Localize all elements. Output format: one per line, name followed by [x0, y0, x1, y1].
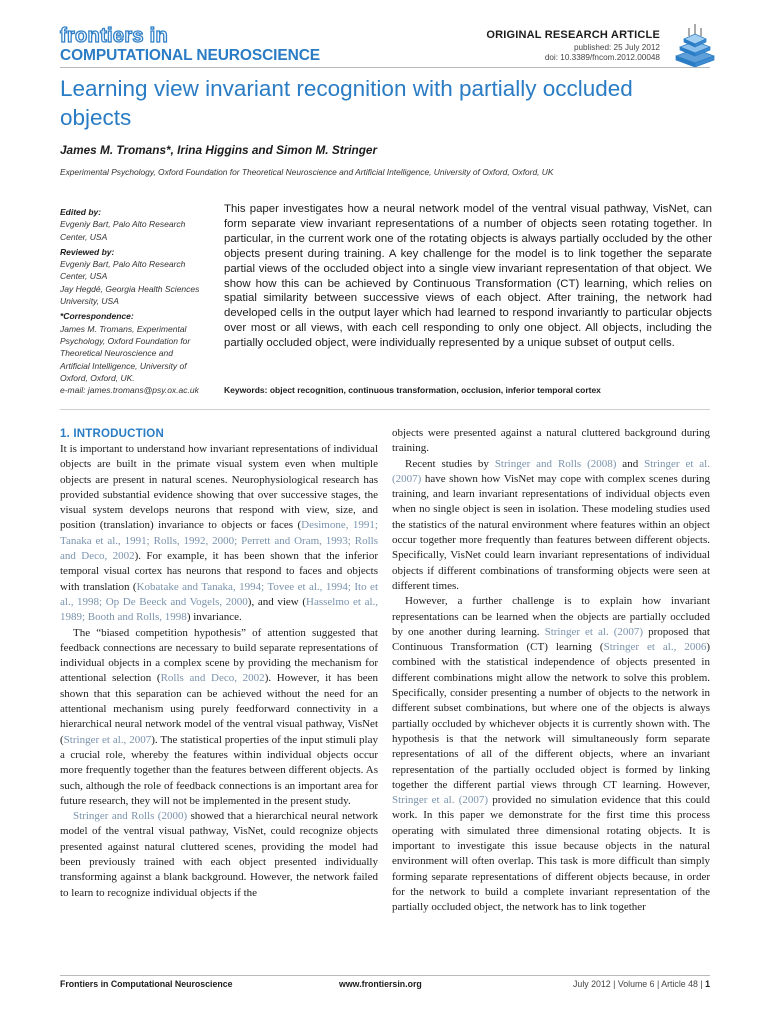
reviewer-line: Jay Hegdé, Georgia Health Sciences: [60, 283, 200, 294]
affiliation: Experimental Psychology, Oxford Foundation for Theoretical Neuroscience and Artificial Intelligence, University of Oxford, Oxford, UK: [60, 167, 554, 177]
page-number: 1: [705, 979, 710, 989]
keywords-label: Keywords:: [224, 385, 268, 395]
citation-link[interactable]: Hasselmo et al., 1989; Booth and Rolls, 1998: [60, 595, 379, 624]
footer-url[interactable]: www.frontiersin.org: [339, 979, 422, 989]
reviewed-by-label: Reviewed by:: [60, 246, 115, 257]
header-divider: [60, 67, 710, 68]
published-date: published: 25 July 2012: [573, 43, 660, 52]
correspondence-email[interactable]: e-mail: james.tromans@psy.ox.ac.uk: [60, 385, 199, 396]
correspondence-label: *Correspondence:: [60, 311, 134, 322]
text-run: proposed that Continuous Transformation (CT) learning (: [392, 625, 710, 654]
editor-line: Evgeniy Bart, Palo Alto Research: [60, 219, 186, 230]
text-run: ) invariance.: [186, 611, 242, 624]
correspondence-line: Oxford, Oxford, UK.: [60, 372, 135, 383]
reviewer-line: Evgeniy Bart, Palo Alto Research: [60, 259, 186, 270]
footer-issue: [573, 979, 710, 989]
keywords: [224, 385, 601, 395]
text-run: have shown how VisNet may cope with complex scenes during training, and learn invariant representations of individual objects even when no single object is seen in isolation. These modeling studies used the statistics of the natural environment where features within an object occur together more frequently than features between different objects. Specifically, VisNet could learn invariant representations of individual objects if different combinations of transforming objects were seen at different times.: [392, 472, 710, 592]
text-run: ). However, it has been shown that this separation can be achieved without the need for an attentional mechanism using purely feedforward connectivity in a hierarchical neural network model of the ventral visual pathway, VisNet (: [60, 672, 379, 746]
editor-line: Center, USA: [60, 231, 108, 242]
text-run: However, a further challenge is to explain how invariant representations can be learned when the objects are partially occluded by one another during learning.: [392, 595, 710, 638]
citation-link[interactable]: Rolls and Deco, 2002: [160, 672, 265, 685]
footer-divider: [60, 975, 710, 976]
authors: James M. Tromans*, Irina Higgins and Simon M. Stringer: [60, 143, 378, 157]
citation-link[interactable]: Stringer and Rolls (2008): [494, 457, 617, 470]
correspondence-line: James M. Tromans, Experimental: [60, 323, 187, 334]
citation-link[interactable]: Stringer et al., 2006: [603, 641, 707, 654]
body-column-right: [392, 426, 710, 916]
reviewer-line: Center, USA: [60, 271, 108, 282]
abstract-divider: [60, 409, 710, 410]
edited-by-label: Edited by:: [60, 207, 102, 217]
doi: doi: 10.3389/fncom.2012.00048: [544, 53, 660, 62]
frontiers-logo-icon: [674, 21, 716, 69]
text-run: Recent studies by: [405, 457, 495, 470]
section-heading: 1. INTRODUCTION: [60, 428, 164, 440]
citation-link[interactable]: Stringer et al. (2007): [392, 794, 489, 807]
text-run: ). For example, it has been shown that the inferior temporal visual cortex has neurons that respond to faces and objects with translation (: [60, 550, 378, 593]
citation-link[interactable]: Stringer et al. (2007): [544, 625, 644, 638]
citation-link[interactable]: Stringer and Rolls (2000): [73, 810, 188, 823]
citation-link[interactable]: Stringer et al., 2007: [63, 733, 152, 746]
paragraph: [392, 594, 710, 915]
paragraph: [60, 442, 378, 626]
paragraph: [392, 457, 710, 595]
journal-brand: [60, 26, 320, 64]
keywords-text: object recognition, continuous transformation, occlusion, inferior temporal cortex: [269, 385, 601, 395]
citation-link[interactable]: Kobatake and Tanaka, 1994; Tovee et al., 1994; Ito et al., 1998; Op De Beeck and Vogels, 2000: [60, 580, 378, 608]
paragraph: [60, 809, 378, 901]
text-run: It is important to understand how invariant representations of individual objects are built in the primate visual system even when multiple objects are present in natural scenes. Neurophysiological research has provided substantial evidence showing that over successive stages, the visual system develops neurons that respond with view, size, and position (translation) invariance to objects or faces (: [60, 443, 378, 532]
text-run: The “biased competition hypothesis” of attention suggested that feedback connections are necessary to build separate representations of individual objects in a complex scene by providing the mechanism for attentional selection (: [60, 626, 378, 685]
text-run: ). The statistical properties of the input stimuli play a crucial role, whereby the features within individual objects occur more frequently together than the features between different objects. As such, although the role of feedback connections is an important area for future research, they will not be implemented in the present study.: [60, 733, 378, 807]
article-title: Learning view invariant recognition with partially occluded objects: [60, 76, 633, 130]
text-run: ), and view (: [247, 595, 306, 608]
text-run: provided no simulation evidence that this could work. In this paper we demonstrate for the first time this process operating with simulated three dimensional rotating objects. It is important to investigate this issue because objects in the natural environment will often overlap. This task is more difficult than simply forming separate representations of different objects because, in order for the network to build a complete invariant representation of the partially occluded object, the network has to link together: [392, 794, 710, 914]
body-column-left: [60, 426, 378, 901]
paragraph: [60, 626, 378, 810]
citation-link[interactable]: Stringer et al. (2007): [392, 457, 710, 485]
editorial-sidebar: [60, 206, 220, 396]
abstract: This paper investigates how a neural network model of the ventral visual pathway, VisNet, can form separate view invariant representations of a number of objects seen rotating together. In particular, in the current work one of the rotating objects is always partially occluded by the other objects present during training. A key challenge for the model is to link together the separate partial views of the occluded object into a single view invariant representation of that object. We show how this can be achieved by Continuous Transformation (CT) learning, which relies on spatial similarity between successive views of each object. After training, the network had developed cells in the output layer which had learned to respond invariantly to particular objects over most or all views, with each cell responding to only one object. All objects, including the partially occluded object, were individually represented by a unique subset of output cells.: [224, 203, 712, 350]
paragraph: objects were presented against a natural cluttered background during training.: [392, 427, 710, 455]
text-run: showed that a hierarchical neural network model of the ventral visual pathway, VisNet, could recognize objects presented against natural cluttered scenes, providing the model had been previously trained with each object presented individually transforming against a blank background. However, the network failed to learn to recognize individual objects if the: [60, 810, 378, 899]
correspondence-line: Psychology, Oxford Foundation for: [60, 335, 191, 346]
article-type: ORIGINAL RESEARCH ARTICLE: [486, 29, 660, 41]
correspondence-line: Artificial Intelligence, University of: [60, 360, 187, 371]
citation-link[interactable]: Desimone, 1991; Tanaka et al., 1991; Rolls, 1992, 2000; Perrett and Oram, 1993; Rolls and Deco, 2002: [60, 519, 378, 563]
journal-brand-name: COMPUTATIONAL NEUROSCIENCE: [60, 47, 321, 64]
journal-brand-top: frontiers in: [60, 25, 169, 47]
reviewer-line: University, USA: [60, 296, 119, 307]
text-run: and: [616, 457, 645, 470]
footer-issue-text: July 2012 | Volume 6 | Article 48 |: [573, 979, 703, 989]
footer-journal: Frontiers in Computational Neuroscience: [60, 979, 233, 989]
text-run: ) combined with the statistical independence of objects presented in different combinations might allow the network to solve this problem. Specifically, consider presenting a number of objects to the network in different subset combinations, but where one of the objects is always partially occluded by whichever objects it is currently shown with. The hypothesis is that the network will simultaneously form separate representations of all of the different objects, where an invariant representation of the partially occluded object is formed by linking together the different partial views through CT learning. However,: [392, 641, 710, 791]
correspondence-line: Theoretical Neuroscience and: [60, 348, 173, 359]
